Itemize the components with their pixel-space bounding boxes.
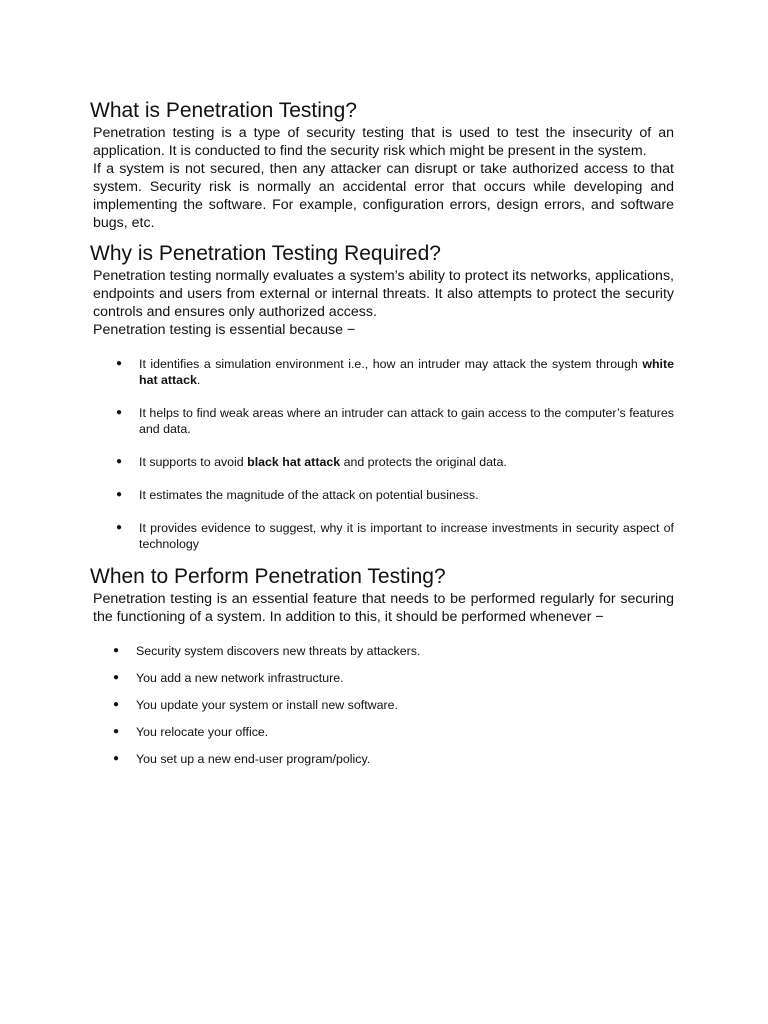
bullet-icon: ● (116, 456, 123, 467)
bullet-icon: ● (113, 699, 120, 710)
list-item-text: You update your system or install new software. (136, 698, 398, 712)
paragraph-what-1: Penetration testing is a type of security testing that is used to test the insecurity of an application. It is conducted to find the security risk which might be present in the system. (93, 125, 674, 159)
list-item-text: It helps to find weak areas where an intruder can attack to gain access to the computer’s features and data. (139, 406, 674, 436)
list-item (93, 454, 674, 470)
list-item (93, 670, 674, 686)
list-item-text: You add a new network infrastructure. (136, 671, 344, 685)
list-item-text-after: and protects the original data. (340, 455, 507, 469)
bullet-icon: ● (116, 489, 123, 500)
list-item (93, 643, 674, 659)
list-item-text: It supports to avoid (139, 455, 248, 469)
list-item-bold: black hat attack (247, 455, 341, 469)
list-item (93, 697, 674, 713)
paragraph-what-2: If a system is not secured, then any attacker can disrupt or take authorized access to that system. Security risk is normally an accidental error that occurs while developing and implementing the software. For example, configuration errors, design errors, and software bugs, etc. (93, 161, 674, 231)
list-item (93, 405, 674, 437)
reasons-list (93, 356, 674, 552)
list-item (93, 724, 674, 740)
list-item-text: It identifies a simulation environment i.e., how an intruder may attack the system through (139, 357, 643, 371)
bullet-icon: ● (113, 753, 120, 764)
list-item-text: Security system discovers new threats by attackers. (136, 644, 421, 658)
bullet-icon: ● (113, 672, 120, 683)
list-item (93, 520, 674, 552)
when-list (93, 643, 674, 767)
bullet-icon: ● (116, 407, 123, 418)
list-item-text: You set up a new end-user program/policy. (136, 752, 371, 766)
bullet-icon: ● (113, 645, 120, 656)
paragraph-when-1: Penetration testing is an essential feature that needs to be performed regularly for securing the functioning of a system. In addition to this, it should be performed whenever − (93, 591, 674, 625)
paragraph-why-1: Penetration testing normally evaluates a system’s ability to protect its networks, applications, endpoints and users from external or internal threats. It also attempts to protect the security controls and ensures only authorized access. (93, 268, 674, 320)
list-item (93, 751, 674, 767)
heading-when-to-perform: When to Perform Penetration Testing? (90, 565, 446, 588)
list-item-text: It provides evidence to suggest, why it is important to increase investments in security aspect of technology (139, 521, 674, 551)
bullet-icon: ● (116, 358, 123, 369)
list-item-text-after: . (196, 373, 201, 387)
list-item-bold: white hat attack (139, 357, 674, 387)
list-item-text: It estimates the magnitude of the attack on potential business. (139, 488, 479, 502)
bullet-icon: ● (116, 522, 123, 533)
heading-what-is-penetration-testing: What is Penetration Testing? (90, 99, 357, 122)
heading-why-required: Why is Penetration Testing Required? (90, 242, 441, 265)
paragraph-why-2: Penetration testing is essential because − (93, 322, 356, 338)
list-item (93, 487, 674, 503)
list-item-text: You relocate your office. (136, 725, 269, 739)
list-item (93, 356, 674, 388)
bullet-icon: ● (113, 726, 120, 737)
